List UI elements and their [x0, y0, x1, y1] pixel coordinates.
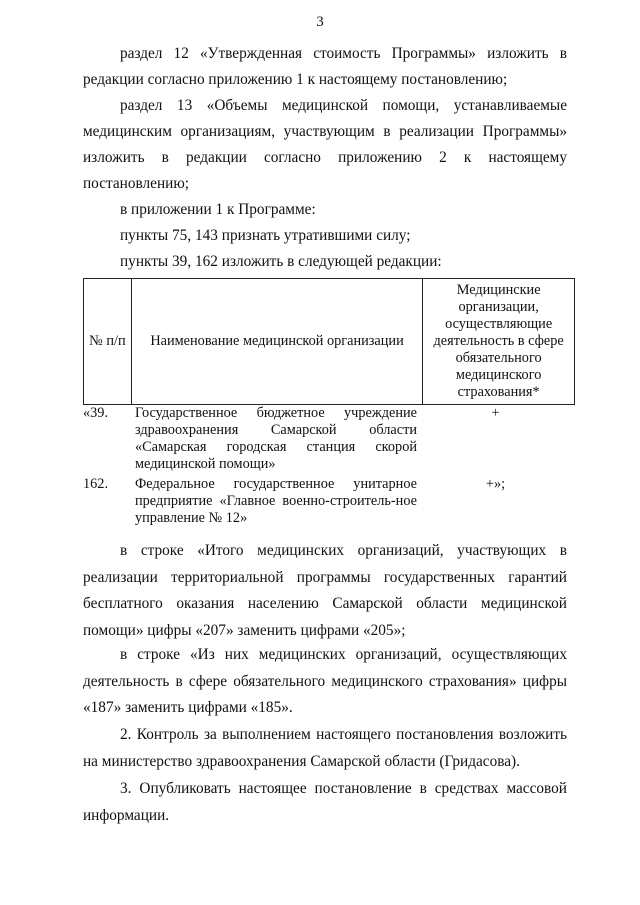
- organizations-table: [83, 278, 575, 405]
- paragraph-section-12: раздел 12 «Утвержденная стоимость Программы» изложить в редакции согласно приложению 1 к настоящему постановлению;: [83, 45, 567, 88]
- table-header: [83, 278, 575, 405]
- paragraph-appendix-1: в приложении 1 к Программе:: [120, 201, 316, 218]
- header-oms-activity: Медицинские организации, осуществляющие деятельность в сфере обязательного медицинского страхования*: [423, 279, 575, 405]
- paragraph-total-row: в строке «Итого медицинских организаций, участвующих в реализации территориальной программы государственных гарантий бесплатного оказания населению Самарской области медицинской помощи» цифры «207» заменить цифрами «205»;: [83, 542, 567, 639]
- row-oms-mark: +»;: [485, 476, 506, 492]
- paragraph-control: 2. Контроль за выполнением настоящего постановления возложить на министерство здравоохранения Самарской области (Гридасова).: [83, 726, 567, 770]
- paragraph-oms-row: в строке «Из них медицинских организаций, осуществляющих деятельность в сфере обязательного медицинского страхования» цифры «187» заменить цифрами «185».: [83, 646, 567, 716]
- row-organization-name: Государственное бюджетное учреждение здравоохранения Самарской области «Самарская городская станция скорой медицинской помощи»: [135, 405, 417, 472]
- page-number: 3: [316, 14, 324, 30]
- table-row: [83, 476, 575, 528]
- paragraph-new-edition: пункты 39, 162 изложить в следующей редакции:: [120, 253, 442, 270]
- row-organization-name: Федеральное государственное унитарное предприятие «Главное военно-строитель-ное управление № 12»: [135, 476, 417, 526]
- row-oms-mark: +: [491, 405, 500, 421]
- paragraph-invalid-items: пункты 75, 143 признать утратившими силу;: [120, 227, 411, 244]
- table-row: [83, 405, 575, 473]
- row-number: «39.: [83, 405, 109, 421]
- header-number: № п/п: [84, 279, 132, 405]
- paragraph-section-13: раздел 13 «Объемы медицинской помощи, устанавливаемые медицинским организациям, участвующим в реализации Программы» изложить в редакции согласно приложению 2 к настоящему постановлению;: [83, 97, 567, 192]
- header-organization-name: Наименование медицинской организации: [131, 279, 422, 405]
- paragraph-publish: 3. Опубликовать настоящее постановление в средствах массовой информации.: [83, 780, 567, 824]
- row-number: 162.: [83, 476, 109, 492]
